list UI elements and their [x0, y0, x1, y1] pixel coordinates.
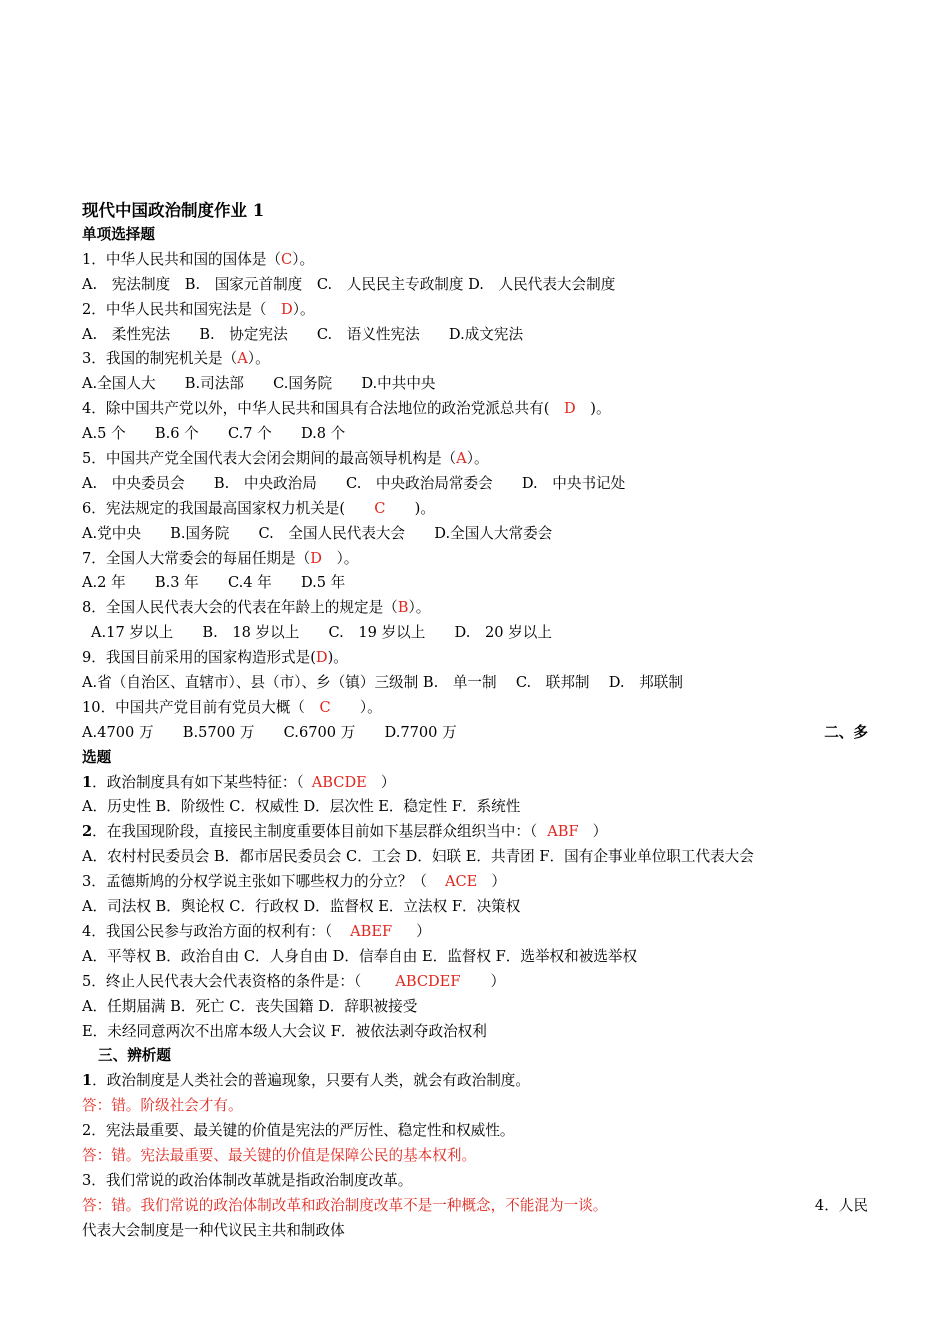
options-line: A.全国人大 B.司法部 C.国务院 D.中共中央	[82, 375, 436, 393]
answer: C	[374, 499, 386, 517]
options-line: A. 中央委员会 B. 中央政治局 C. 中央政治局常委会 D. 中央书记处	[82, 474, 626, 492]
options-line: A. 柔性宪法 B. 协定宪法 C. 语义性宪法 D.成文宪法	[82, 325, 524, 343]
question-line: 4．我国公民参与政治方面的权利有：（ ABEF ）	[82, 922, 431, 940]
document-title: 现代中国政治制度作业 1	[82, 201, 265, 220]
answer: D	[310, 549, 322, 567]
answer: ABCDEF	[395, 972, 461, 990]
options-line: A．农村村民委员会 B．都市居民委员会 C．工会 D．妇联 E．共青团 F．国有企事业单位职工代表大会	[82, 848, 754, 866]
options-line: E．未经同意两次不出席本级人大会议 F．被依法剥夺政治权利	[82, 1022, 487, 1040]
question-line: 5．终止人民代表大会代表资格的条件是：（ ABCDEF ）	[82, 972, 506, 990]
answer: ACE	[444, 873, 478, 891]
options-line: A．司法权 B．舆论权 C．行政权 D．监督权 E．立法权 F．决策权	[82, 898, 521, 916]
answer: D	[281, 300, 293, 318]
answer-line: 答：错。宪法最重要、最关键的价值是保障公民的基本权利。	[82, 1146, 477, 1164]
section-single-choice-heading: 单项选择题	[82, 226, 155, 243]
statement-line: 代表大会制度是一种代议民主共和制政体	[82, 1221, 345, 1239]
statement-line: 2．宪法最重要、最关键的价值是宪法的严厉性、稳定性和权威性。	[82, 1122, 515, 1140]
question-line: 9．我国目前采用的国家构造形式是(D)。	[82, 649, 348, 667]
options-line: A.5 个 B.6 个 C.7 个 D.8 个	[82, 425, 346, 443]
answer-line: 答：错。阶级社会才有。	[82, 1097, 243, 1115]
answer: ABF	[547, 823, 579, 841]
answer: D	[315, 649, 328, 667]
question-line: 7．全国人大常委会的每届任期是（D ）。	[82, 549, 359, 567]
options-line: A.17 岁以上 B. 18 岁以上 C. 19 岁以上 D. 20 岁以上	[91, 624, 552, 642]
answer: C	[319, 698, 331, 716]
options-line: A．历史性 B．阶级性 C．权威性 D．层次性 E．稳定性 F．系统性	[82, 798, 521, 816]
question-line: 3．孟德斯鸠的分权学说主张如下哪些权力的分立？（ ACE ）	[82, 873, 506, 891]
options-line: A.党中央 B.国务院 C. 全国人民代表大会 D.全国人大常委会	[82, 524, 553, 542]
answer: A	[237, 350, 248, 368]
section-multi-choice-heading-part1: 二、多	[824, 723, 868, 741]
answer-line: 答：错。我们常说的政治体制改革和政治制度改革不是一种概念，不能混为一谈。 4．人民	[82, 1194, 868, 1219]
question-line: 1．政治制度具有如下某些特征：（ ABCDE ）	[82, 773, 396, 791]
question-line: 3．我国的制宪机关是（A）。	[82, 350, 270, 368]
question-line: 6．宪法规定的我国最高国家权力机关是( C )。	[82, 499, 435, 517]
answer: A	[456, 450, 467, 468]
options-line: A.2 年 B.3 年 C.4 年 D.5 年	[82, 574, 346, 592]
answer: ABCDE	[311, 773, 367, 791]
question-line: 4．除中国共产党以外，中华人民共和国具有合法地位的政治党派总共有( D )。	[82, 400, 611, 418]
answer: D	[563, 400, 576, 418]
question-line: 8．全国人民代表大会的代表在年龄上的规定是（B）。	[82, 599, 431, 617]
answer: B	[397, 599, 409, 617]
question-line: 2．在我国现阶段，直接民主制度重要体目前如下基层群众组织当中：（ ABF ）	[82, 823, 608, 841]
statement-line: 1．政治制度是人类社会的普遍现象，只要有人类，就会有政治制度。	[82, 1072, 530, 1090]
question-line: 5．中国共产党全国代表大会闭会期间的最高领导机构是（A）。	[82, 450, 489, 468]
options-line: A.省（自治区、直辖市）、县（市）、乡（镇）三级制 B. 单一制 C. 联邦制 D. 邦联制	[82, 674, 683, 692]
section-true-false-heading: 三、辨析题	[98, 1047, 171, 1065]
options-line: A．任期届满 B．死亡 C．丧失国籍 D．辞职被接受	[82, 997, 418, 1015]
question-line: 2．中华人民共和国宪法是（ D）。	[82, 300, 315, 318]
answer: C	[281, 250, 293, 268]
statement-4-start: 4．人民	[814, 1196, 868, 1214]
section-multi-choice-heading-part2: 选题	[82, 748, 112, 766]
options-line: A．平等权 B．政治自由 C．人身自由 D．信奉自由 E．监督权 F．选举权和被选举权	[82, 947, 638, 965]
document-body	[82, 198, 868, 1244]
options-line: A. 宪法制度 B. 国家元首制度 C. 人民民主专政制度 D. 人民代表大会制度	[82, 275, 616, 293]
answer: ABEF	[350, 922, 393, 940]
options-line: A.4700 万 B.5700 万 C.6700 万 D.7700 万 二、多	[82, 721, 868, 746]
question-line: 1．中华人民共和国的国体是（C）。	[82, 250, 315, 268]
question-line: 10．中国共产党目前有党员大概（ C ）。	[82, 698, 382, 716]
statement-line: 3．我们常说的政治体制改革就是指政治制度改革。	[82, 1171, 413, 1189]
